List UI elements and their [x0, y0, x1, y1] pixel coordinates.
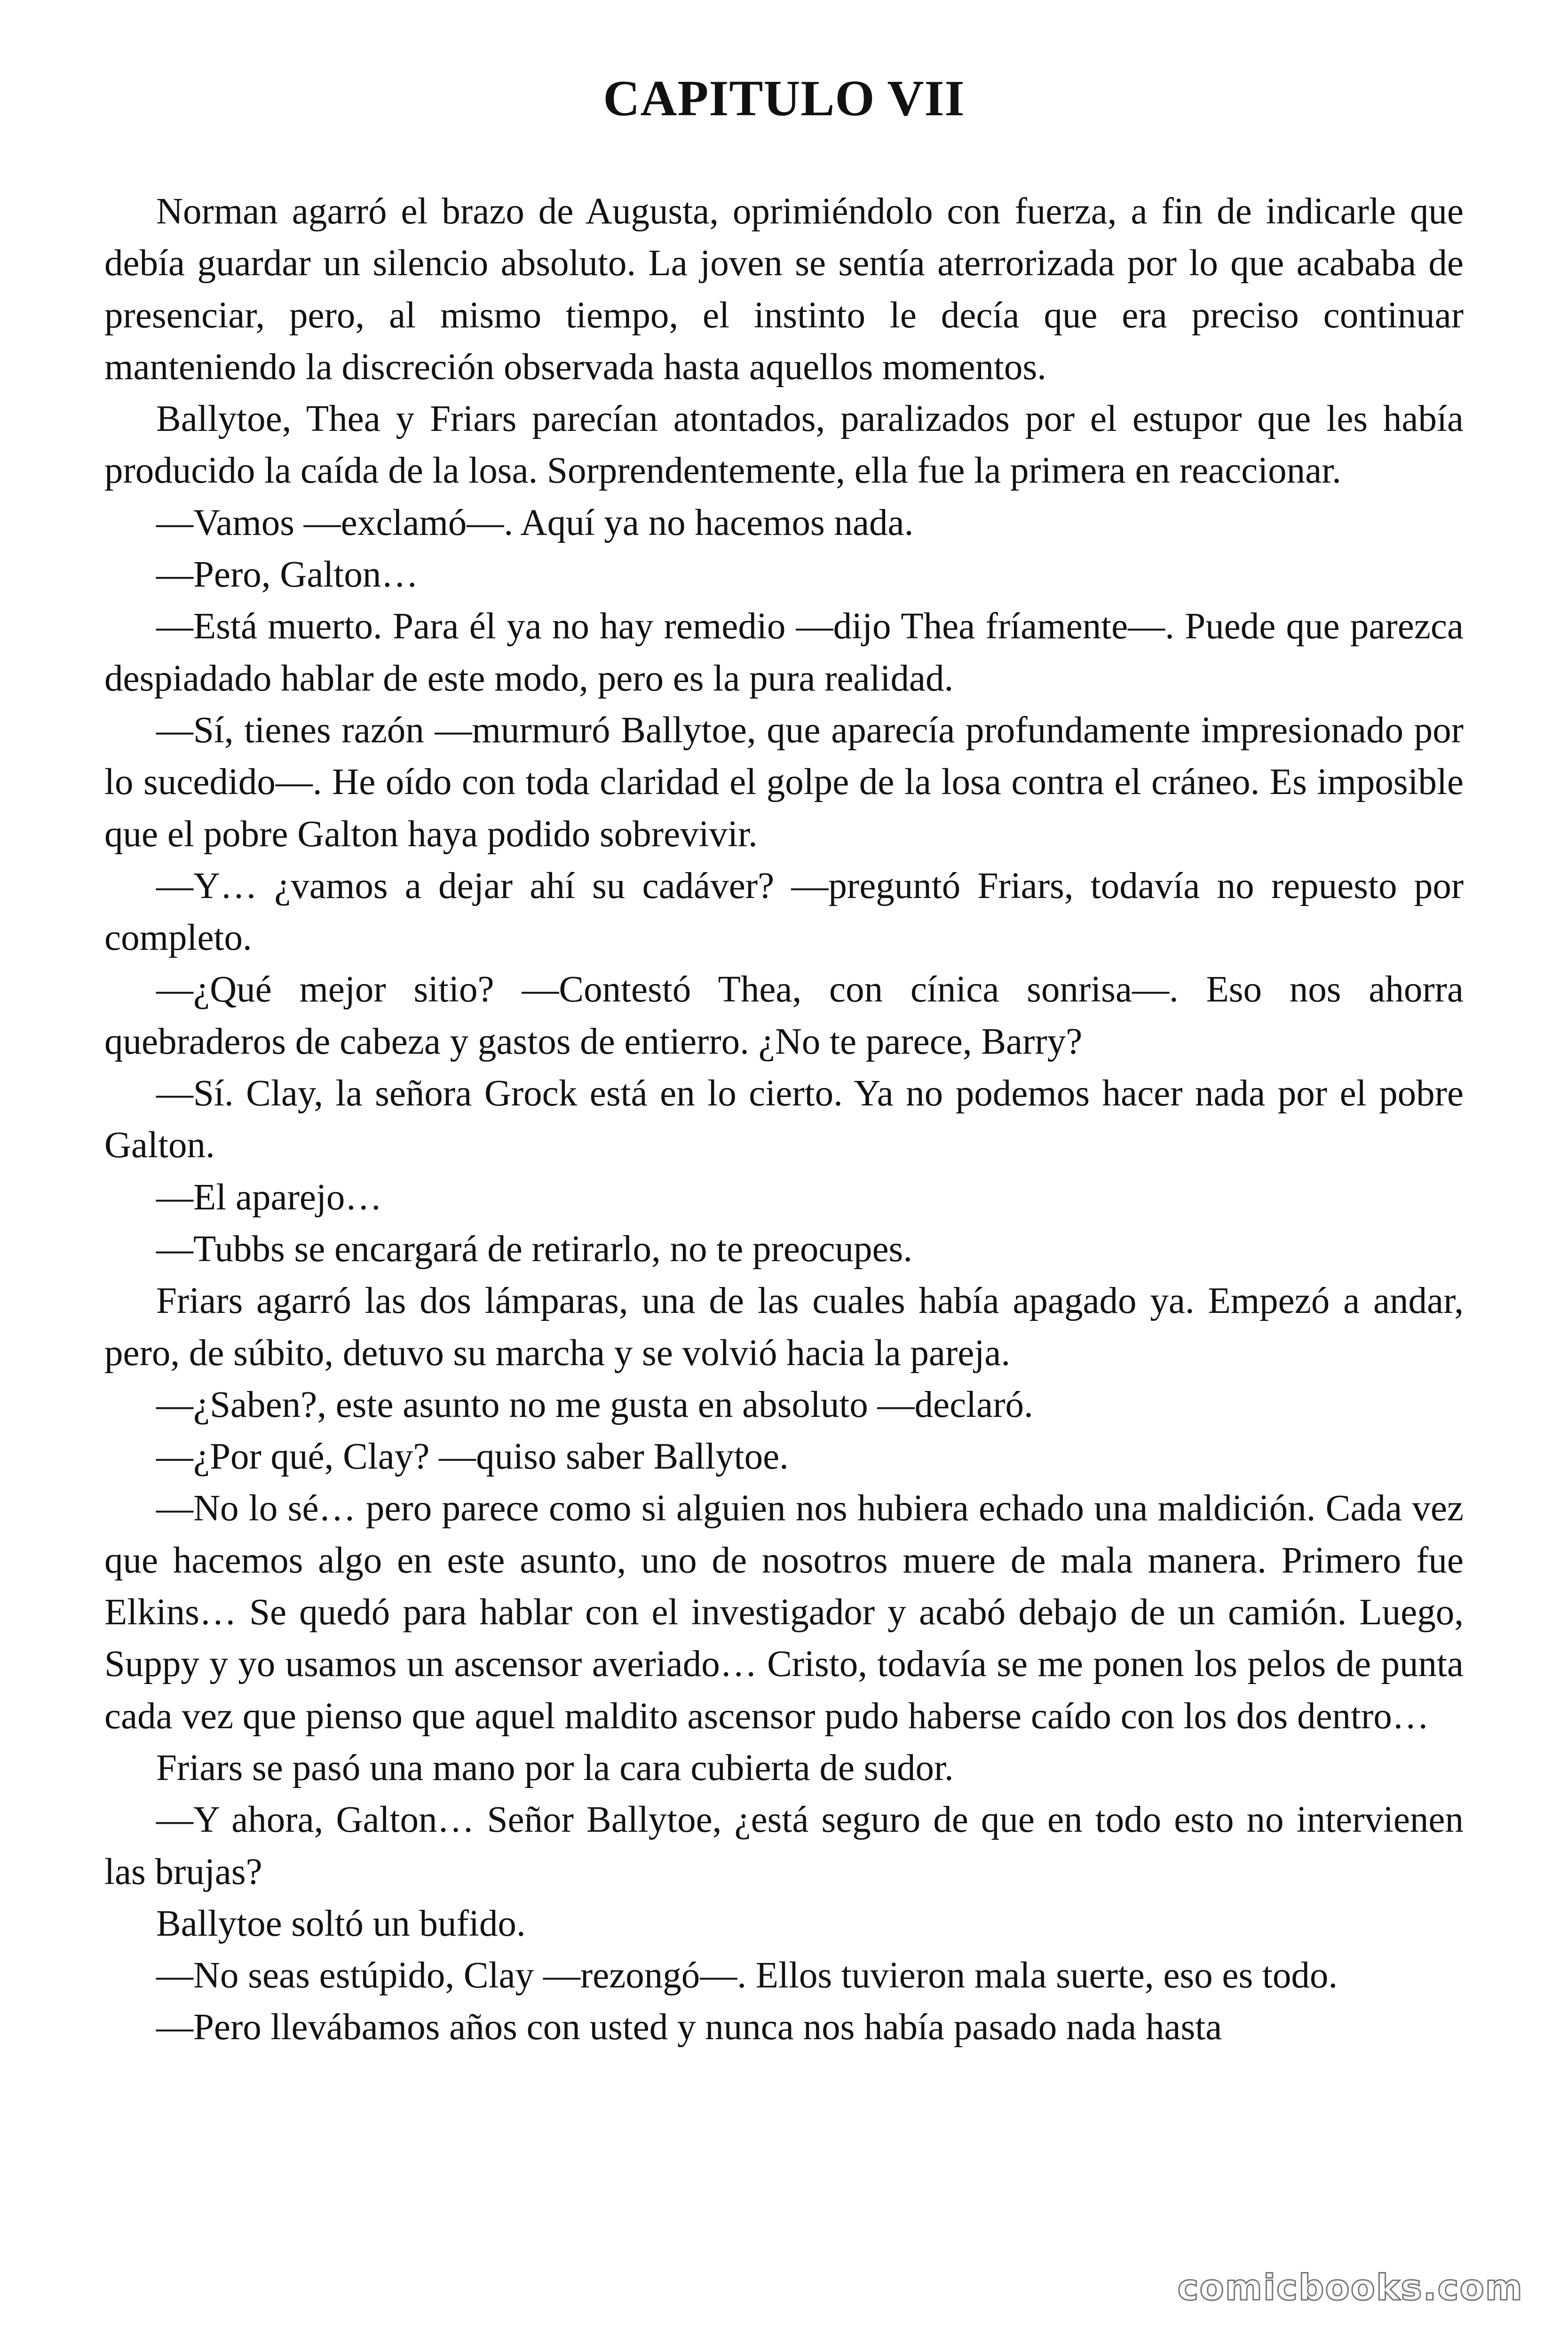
paragraph-6: —Sí, tienes razón —murmuró Ballytoe, que aparecía profundamente impresionado por lo sucedido—. He oído con toda claridad el golpe de la losa contra el cráneo. Es imposible que el pobre Galton haya podido sobrevivir. — [104, 709, 1464, 855]
paragraph-17: —Y ahora, Galton… Señor Ballytoe, ¿está seguro de que en todo esto no intervienen las brujas? — [104, 1799, 1464, 1892]
paragraph-2: Ballytoe, Thea y Friars parecían atontados, paralizados por el estupor que les había producido la caída de la losa. Sorprendentemente, ella fue la primera en reaccionar. — [104, 398, 1464, 492]
paragraph-5: —Está muerto. Para él ya no hay remedio —dijo Thea fríamente—. Puede que parezca despiadado hablar de este modo, pero es la pura realidad. — [104, 606, 1464, 699]
chapter-title: CAPITULO VII — [603, 71, 965, 127]
paragraph-13: —¿Saben?, este asunto no me gusta en absoluto —declaró. — [156, 1384, 1033, 1425]
paragraph-4: —Pero, Galton… — [156, 554, 419, 596]
paragraph-18: Ballytoe soltó un bufido. — [156, 1903, 526, 1944]
paragraph-12: Friars agarró las dos lámparas, una de las cuales había apagado ya. Empezó a andar, pero, de súbito, detuvo su marcha y se volvió hacia la pareja. — [104, 1280, 1464, 1374]
paragraph-7: —Y… ¿vamos a dejar ahí su cadáver? —preguntó Friars, todavía no repuesto por completo. — [104, 865, 1464, 959]
paragraph-19: —No seas estúpido, Clay —rezongó—. Ellos tuvieron mala suerte, eso es todo. — [156, 1955, 1338, 1996]
watermark: comicbooks.com — [1177, 2266, 1523, 2308]
paragraph-16: Friars se pasó una mano por la cara cubierta de sudor. — [156, 1747, 954, 1788]
paragraph-15: —No lo sé… pero parece como si alguien nos hubiera echado una maldición. Cada vez que hacemos algo en este asunto, uno de nosotros muere de mala manera. Primero fue Elkins… Se quedó para hablar con el investigador y acabó debajo de un camión. Luego, Suppy y yo usamos un ascensor averiado… Cristo, todavía se me ponen los pelos de punta cada vez que pienso que aquel maldito ascensor pudo haberse caído con los dos dentro… — [104, 1488, 1464, 1737]
paragraph-14: —¿Por qué, Clay? —quiso saber Ballytoe. — [156, 1436, 789, 1478]
paragraph-10: —El aparejo… — [156, 1176, 382, 1218]
paragraph-1: Norman agarró el brazo de Augusta, oprimiéndolo con fuerza, a fin de indicarle que debía guardar un silencio absoluto. La joven se sentía aterrorizada por lo que acababa de presenciar, pero, al mismo tiempo, el instinto le decía que era preciso continuar manteniendo la discreción observada hasta aquellos momentos. — [104, 191, 1464, 388]
paragraph-8: —¿Qué mejor sitio? —Contestó Thea, con cínica sonrisa—. Eso nos ahorra quebraderos de cabeza y gastos de entierro. ¿No te parece, Barry? — [104, 969, 1464, 1062]
paragraph-3: —Vamos —exclamó—. Aquí ya no hacemos nada. — [156, 502, 914, 543]
paragraph-11: —Tubbs se encargará de retirarlo, no te preocupes. — [156, 1228, 913, 1270]
paragraph-9: —Sí. Clay, la señora Grock está en lo cierto. Ya no podemos hacer nada por el pobre Galton. — [104, 1073, 1464, 1166]
paragraph-20: —Pero llevábamos años con usted y nunca nos había pasado nada hasta — [156, 2007, 1222, 2048]
chapter-body — [104, 186, 1464, 2054]
